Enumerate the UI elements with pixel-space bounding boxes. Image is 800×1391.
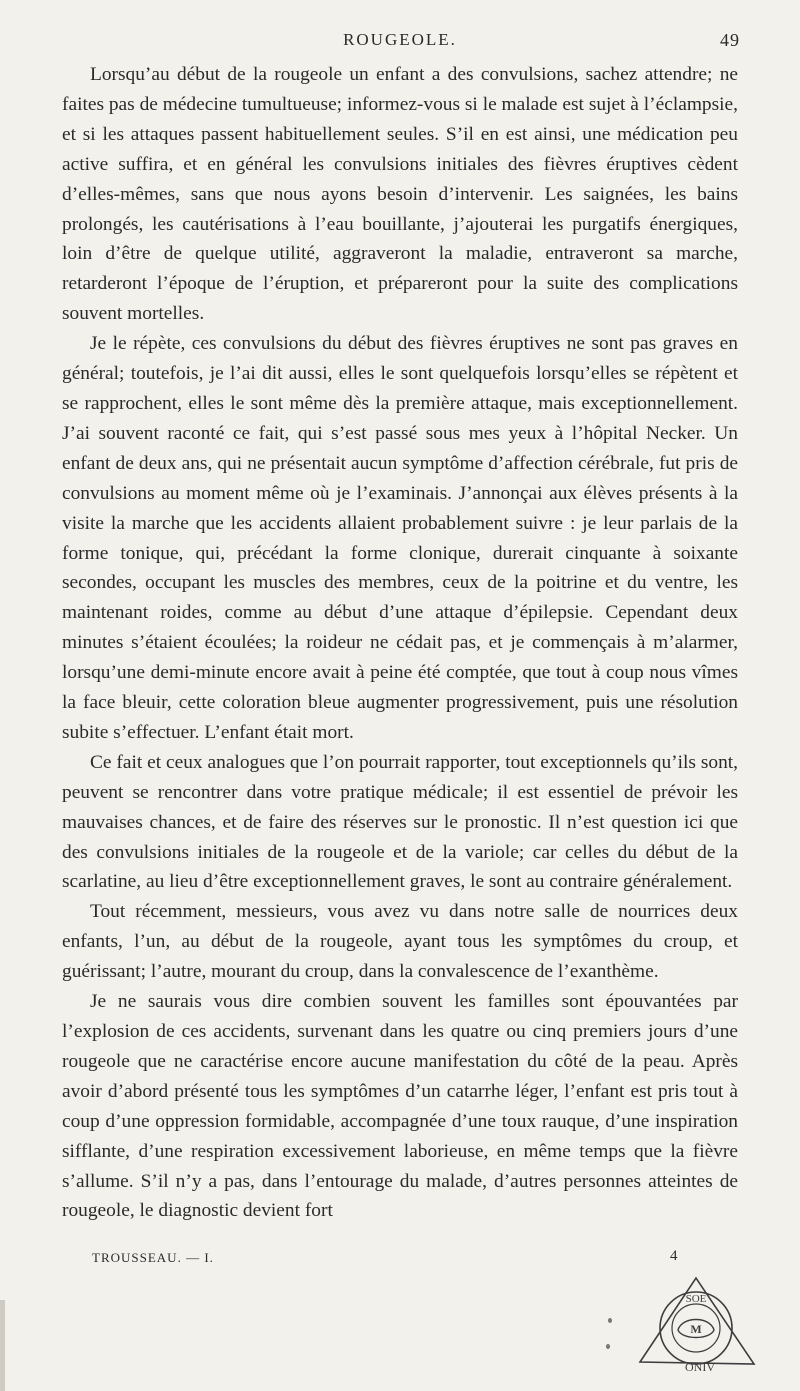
paragraph-1: Lorsqu’au début de la rougeole un enfant a des convulsions, sachez attendre; ne faites pas de médecine tumultueuse; informez-vous si le malade est sujet à l’éclampsie, et si les attaques passent habituellement seules. S’il en est ainsi, une médication peu active suffira, et en général les convulsions initiales des fièvres éruptives cèdent d’elles-mêmes, sans que nous ayons besoin d’intervenir. Les saignées, les bains prolongés, les cautérisations à l’eau bouillante, j’ajouterai les purgatifs énergiques, loin d’être de quelque utilité, aggraveront la maladie, entraveront sa marche, retarderont l’époque de l’éruption, et prépareront pour la suite des complications souvent mortelles. [62,64,738,325]
running-head: ROUGEOLE. [343,30,457,49]
stamp-top-text: SOE [685,1293,707,1305]
paragraph-3: Ce fait et ceux analogues que l’on pourrait rapporter, tout exceptionnels qu’ils sont, peuvent se rencontrer dans votre pratique médicale; il est essentiel de prévoir les mauvaises chances, et de faire des réserves sur le pronostic. Il n’est question ici que des convulsions initiales de la rougeole et de la variole; car celles du début de la scarlatine, au lieu d’être exceptionnellement graves, le sont au contraire généralement. [62,751,738,893]
paragraph-5: Je ne saurais vous dire combien souvent les familles sont épouvantées par l’explosion de ces accidents, survenant dans les quatre ou cinq premiers jours d’une rougeole que ne caractérise encore aucune manifestation du côté de la peau. Après avoir d’abord présenté tous les symptômes d’un catarrhe léger, l’enfant est pris tout à coup d’une oppression formidable, accompagnée d’une toux rauque, d’une inspiration sifflante, d’une respiration excessivement laborieuse, en même temps que la fièvre s’allume. S’il n’y a pas, dans l’entourage du malade, d’autres personnes atteintes de rougeole, le diagnostic devient fort [62,991,738,1222]
page-footer [0,1250,800,1274]
ink-speck [606,1344,610,1349]
library-stamp [630,1272,762,1378]
page-number: 49 [720,30,740,50]
paragraph-2: Je le répète, ces convulsions du début des fièvres éruptives ne sont pas graves en général; toutefois, je l’ai dit aussi, elles le sont quelquefois lorsqu’elles se répètent et se rapprochent, elles le sont même dès la première attaque, mais exceptionnellement. J’ai souvent raconté ce fait, qui s’est passé sous mes yeux à l’hôpital Necker. Un enfant de deux ans, qui ne présentait aucun symptôme d’affection cérébrale, fut pris de convulsions au moment même où je l’examinais. J’annonçai aux élèves présents à la visite la marche que les accidents allaient probablement suivre : je leur parlais de la forme tonique, qui, précédant la forme clonique, durerait cinquante à soixante secondes, occupant les muscles des membres, ceux de la poitrine et du ventre, les maintenant roides, comme au début d’une attaque d’épilepsie. Cependant deux minutes s’étaient écoulées; la roideur ne cédait pas, et je commençais à m’alarmer, lorsqu’une demi-minute encore avait à peine été comptée, que tout à coup nous vîmes la face bleuir, cette coloration bleue augmenter progressivement, puis une résolution subite s’effectuer. L’enfant était mort. [62,333,738,743]
stamp-bottom-text: ONIV [685,1360,715,1374]
page-header [0,26,800,56]
page-edge-shadow [0,1300,5,1391]
stamp-center-text: M [690,1322,702,1336]
ink-speck [608,1318,612,1323]
library-stamp-icon [630,1272,762,1378]
signature-mark: TROUSSEAU. — I. [92,1250,214,1265]
body-text [62,60,738,1226]
paragraph-4: Tout récemment, messieurs, vous avez vu dans notre salle de nourrices deux enfants, l’un, au début de la rougeole, ayant tous les symptômes du croup, et guérissant; l’autre, mourant du croup, dans la convalescence de l’exanthème. [62,901,738,983]
sheet-mark: 4 [670,1248,679,1264]
